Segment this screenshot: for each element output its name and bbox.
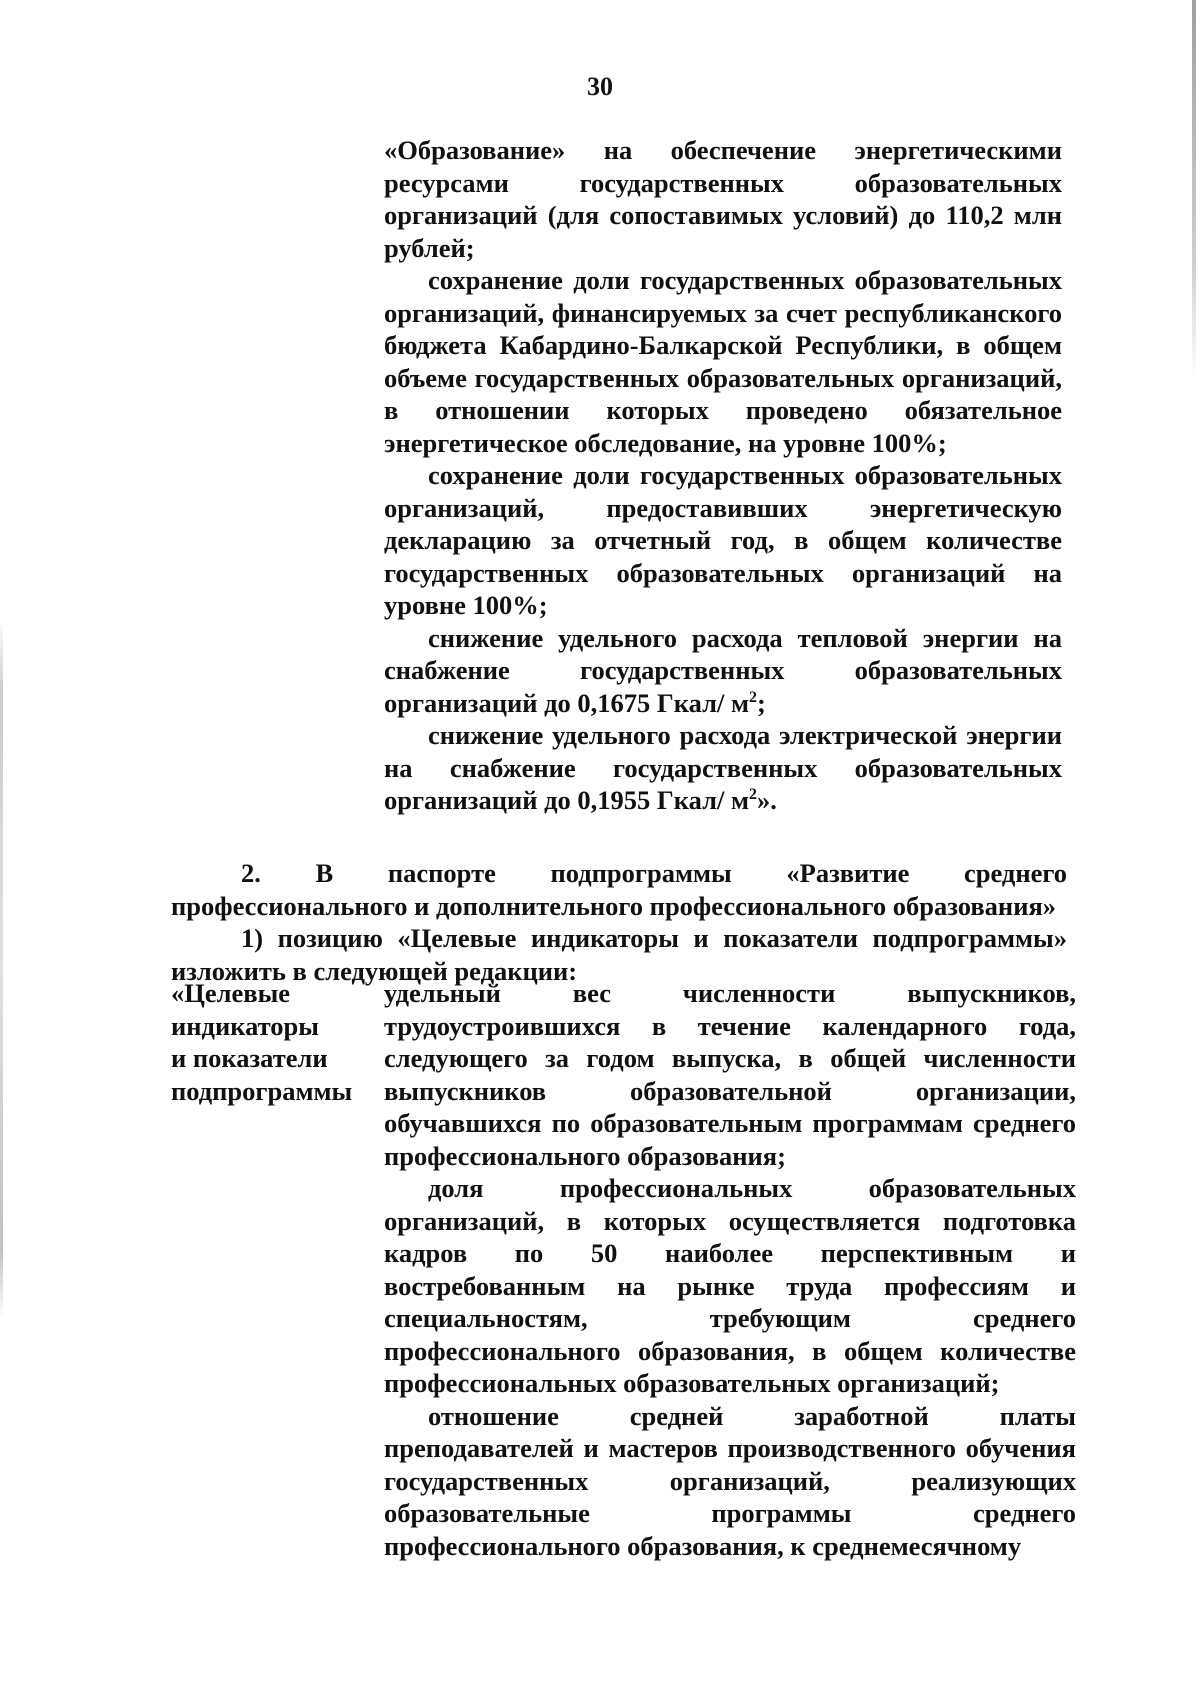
amendment-block bbox=[171, 857, 1067, 987]
paragraph-salary-ratio: отношение средней заработной платы преподавателей и мастеров производственного обучения государственных организаций, реализующих образовательные программы среднего профессионального образования, к среднемесячному bbox=[384, 1400, 1076, 1561]
label-line: индикаторы bbox=[171, 1010, 319, 1041]
indicator-continuation-block bbox=[384, 134, 1062, 817]
electric-end: ». bbox=[757, 785, 777, 815]
paragraph-energy-supply: «Образование» на обеспечение энергетическими ресурсами государственных образовательных организаций (для сопоставимых условий) до 110,2 млн рублей; bbox=[384, 135, 1062, 263]
scan-edge-shadow-right bbox=[1192, 0, 1196, 380]
heat-unit-superscript: 2 bbox=[749, 688, 757, 706]
label-line: и показатели bbox=[171, 1043, 328, 1073]
paragraph-energy-declaration: сохранение доли государственных образовательных организаций, предоставивших энергетическую декларацию за отчетный год, в общем количестве государственных образовательных организаций на уровне 100%; bbox=[384, 460, 1062, 620]
electric-unit-superscript: 2 bbox=[749, 786, 757, 804]
electric-text: снижение удельного расхода электрической энергии на снабжение государственных образовательных организаций до 0,1955 Гкал/ м bbox=[384, 720, 1062, 815]
paragraph-position-redaction: 1) позицию «Целевые индикаторы и показатели подпрограммы» изложить в следующей редакции: bbox=[171, 923, 1067, 986]
scan-edge-shadow-left bbox=[0, 620, 3, 1320]
heat-text: снижение удельного расхода тепловой энергии на снабжение государственных образовательных организаций до 0,1675 Гкал/ м bbox=[384, 622, 1062, 718]
page-number: 30 bbox=[587, 72, 613, 101]
label-line: подпрограммы bbox=[171, 1075, 353, 1106]
paragraph-passport-subprogram: 2. В паспорте подпрограммы «Развитие среднего профессионального и дополнительного профессионального образования» bbox=[171, 858, 1067, 921]
heat-end: ; bbox=[757, 687, 766, 718]
position-label bbox=[171, 977, 371, 1107]
paragraph-electric-consumption bbox=[384, 719, 1062, 817]
paragraph-graduates-employed: удельный вес численности выпускников, трудоустроившихся в течение календарного года, следующего за годом выпуска, в общей численности выпускников образовательной организации, обучавшихся по образовательным программам среднего профессионального образования; bbox=[384, 978, 1076, 1171]
paragraph-heat-consumption bbox=[384, 622, 1062, 720]
label-line: «Целевые bbox=[171, 978, 291, 1008]
position-content bbox=[384, 977, 1076, 1562]
paragraph-training-share: доля профессиональных образовательных организаций, в которых осуществляется подготовка кадров по 50 наиболее перспективным и востребованным на рынке труда профессиям и специальностям, требующим среднего профессионального образования, в общем количестве профессиональных образовательных организаций; bbox=[384, 1173, 1076, 1398]
paragraph-energy-survey: сохранение доли государственных образовательных организаций, финансируемых за счет республиканского бюджета Кабардино-Балкарской Республики, в общем объеме государственных образовательных организаций, в отношении которых проведено обязательное энергетическое обследование, на уровне 100%; bbox=[384, 265, 1062, 458]
